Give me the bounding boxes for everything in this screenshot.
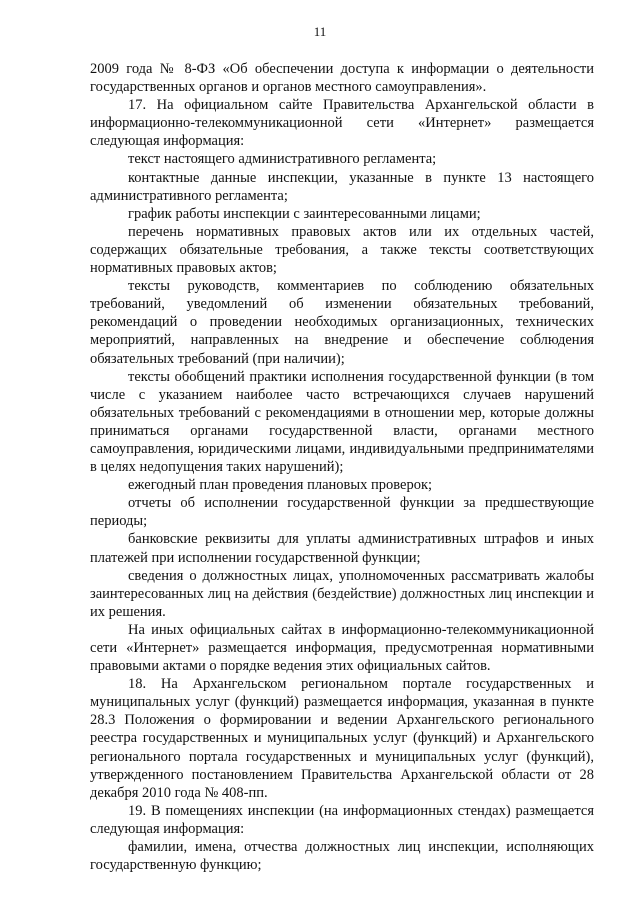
page-number: 11 (313, 24, 327, 39)
list-item-inspection-plan: ежегодный план проведения плановых проверок; (128, 477, 433, 494)
list-item-legal-acts: перечень нормативных правовых актов или их отдельных частей, содержащих обязательные требования, а также тексты соответствующих нормативных правовых актов; (90, 223, 594, 277)
list-item-contact-data: контактные данные инспекции, указанные в пункте 13 настоящего административного регламента; (90, 169, 594, 204)
list-item-official-names: фамилии, имена, отчества должностных лиц инспекции, исполняющих государственную функцию; (90, 839, 594, 874)
list-item-regulation-text: текст настоящего административного регламента; (128, 151, 437, 168)
paragraph-18: 18. На Архангельском региональном портале государственных и муниципальных услуг (функций) размещается информация, указанная в пункте 28.3 Положения о формировании и ведении Архангельского регионального реестра государственных и муниципальных услуг (функций) и Архангельского регионального портала государственных и муниципальных услуг (функций), утвержденного постановлением Правительства Архангельской области от 28 декабря 2010 года № 408-пп. (90, 676, 594, 801)
list-item-work-schedule: график работы инспекции с заинтересованными лицами; (128, 205, 481, 222)
paragraph-other-sites: На иных официальных сайтах в информационно-телекоммуникационной сети «Интернет» размещается информация, предусмотренная нормативными правовыми актами о порядке ведения этих официальных сайтов. (90, 621, 594, 675)
paragraph-17: 17. На официальном сайте Правительства Архангельской области в информационно-телекоммуникационной сети «Интернет» размещается следующая информация: (90, 97, 594, 150)
paragraph-19: 19. В помещениях инспекции (на информационных стендах) размещается следующая информация: (90, 802, 594, 837)
list-item-bank-details: банковские реквизиты для уплаты административных штрафов и иных платежей при исполнении государственной функции; (90, 531, 594, 566)
list-item-practice-summaries: тексты обобщений практики исполнения государственной функции (в том числе с указанием наиболее часто встречающихся случаев нарушений обязательных требований с рекомендациями в отношении мер, которые должны приниматься органами государственной власти, органами местного самоуправления, юридическими лицами, индивидуальными предпринимателями в целях недопущения таких нарушений); (90, 368, 594, 476)
list-item-reports: отчеты об исполнении государственной функции за предшествующие периоды; (90, 495, 594, 530)
paragraph-continuation: 2009 года № 8-ФЗ «Об обеспечении доступа к информации о деятельности государственных органов и органов местного самоуправления». (90, 61, 594, 96)
list-item-guidance-texts: тексты руководств, комментариев по соблюдению обязательных требований, уведомлений об изменении обязательных требований, рекомендаций о проведении необходимых организационных, технических мероприятий, направленных на внедрение и обеспечение соблюдения обязательных требований (при наличии); (90, 278, 594, 367)
document-body (90, 60, 594, 874)
list-item-officials-info: сведения о должностных лицах, уполномоченных рассматривать жалобы заинтересованных лиц на действия (бездействие) должностных лиц инспекции и их решения. (90, 567, 594, 620)
